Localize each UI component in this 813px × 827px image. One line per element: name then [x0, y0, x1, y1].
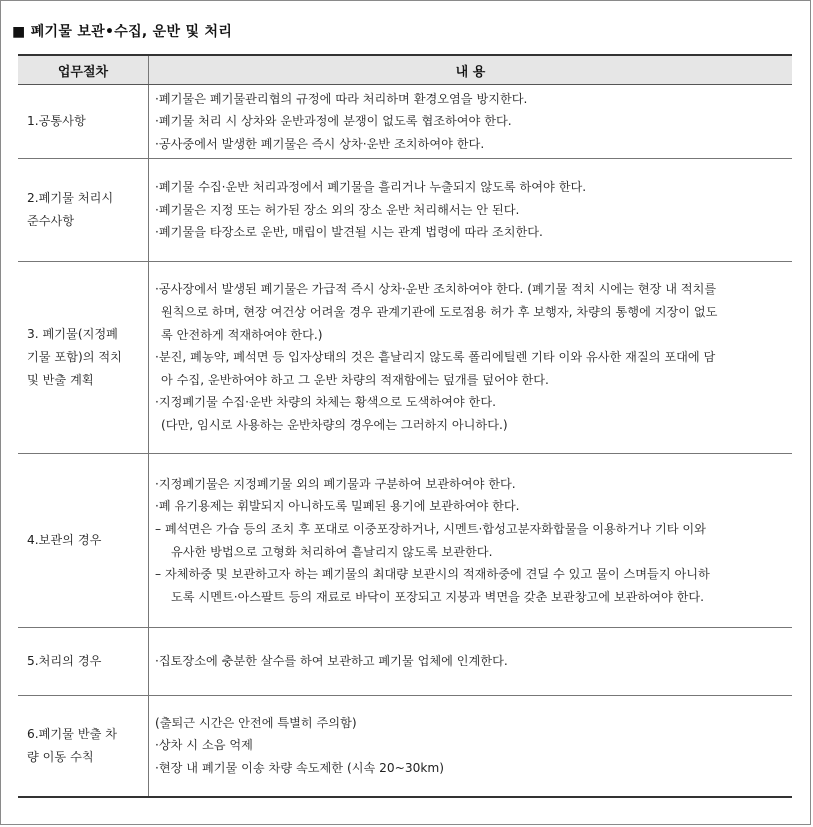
- content-line: ·상차 시 소음 억제: [155, 738, 253, 753]
- table-row: [18, 262, 792, 454]
- procedure-cell: 3. 폐기물(지정폐 기물 포함)의 적치 및 반출 계획: [18, 262, 149, 454]
- content-line: ·집토장소에 충분한 살수를 하여 보관하고 폐기물 업체에 인계한다.: [155, 654, 508, 669]
- table-row: [18, 85, 792, 159]
- table-row: [18, 696, 792, 797]
- header-procedure: 업무절차: [18, 55, 149, 85]
- table-header-row: [18, 55, 792, 85]
- content-line: 록 안전하게 적재하여야 한다.): [161, 327, 323, 342]
- procedure-cell: 2.폐기물 처리시 준수사항: [18, 159, 149, 262]
- content-line: – 자체하중 및 보관하고자 하는 폐기물의 최대량 보관시의 적재하중에 견딜 수 있고 물이 스며들지 아니하: [155, 567, 710, 582]
- content-line: (다만, 임시로 사용하는 운반차량의 경우에는 그러하지 아니하다.): [161, 417, 508, 432]
- content-cell: [149, 159, 793, 262]
- content-line: – 폐석면은 가습 등의 조치 후 포대로 이중포장하거나, 시멘트·합성고분자화합물을 이용하거나 기타 이와: [155, 521, 706, 536]
- content-line: ·폐기물은 폐기물관리협의 규정에 따라 처리하며 환경오염을 방지한다.: [155, 91, 528, 106]
- table-row: [18, 454, 792, 628]
- content-line: 도록 시멘트·아스팔트 등의 재료로 바닥이 포장되고 지붕과 벽면을 갖춘 보관창고에 보관하여야 한다.: [171, 589, 705, 604]
- procedure-cell: 4.보관의 경우: [18, 454, 149, 628]
- content-line: ·분진, 폐농약, 폐석면 등 입자상태의 것은 흩날리지 않도록 폴리에틸렌 기타 이와 유사한 재질의 포대에 담: [155, 350, 716, 365]
- content-line: 원칙으로 하며, 현장 여건상 어려울 경우 관계기관에 도로점용 허가 후 보행자, 차량의 통행에 지장이 없도: [161, 305, 718, 320]
- content-line: ·지정폐기물은 지정폐기물 외의 폐기물과 구분하여 보관하여야 한다.: [155, 476, 516, 491]
- procedure-cell: 5.처리의 경우: [18, 628, 149, 696]
- section-title: ■ 폐기물 보관•수집, 운반 및 처리: [12, 24, 233, 40]
- content-line: (출퇴근 시간은 안전에 특별히 주의함): [155, 715, 357, 730]
- content-line: ·공사중에서 발생한 폐기물은 즉시 상차·운반 조치하여야 한다.: [155, 136, 485, 151]
- content-line: ·폐기물 수집·운반 처리과정에서 폐기물을 흘리거나 누출되지 않도록 하여야 한다.: [155, 180, 587, 195]
- table-row: [18, 159, 792, 262]
- waste-procedure-table: [18, 54, 792, 798]
- content-cell: [149, 262, 793, 454]
- content-line: ·지정폐기물 수집·운반 차량의 차체는 황색으로 도색하여야 한다.: [155, 395, 496, 410]
- content-line: ·폐기물을 타장소로 운반, 매립이 발견될 시는 관계 법령에 따라 조치한다.: [155, 225, 543, 240]
- content-line: 유사한 방법으로 고형화 처리하여 흩날리지 않도록 보관한다.: [171, 544, 493, 559]
- content-line: ·현장 내 폐기물 이송 차량 속도제한 (시속 20~30km): [155, 761, 445, 776]
- content-line: ·폐기물은 지정 또는 허가된 장소 외의 장소 운반 처리해서는 안 된다.: [155, 202, 520, 217]
- content-line: ·폐기물 처리 시 상차와 운반과정에 분쟁이 없도록 협조하여야 한다.: [155, 114, 512, 129]
- content-line: ·공사장에서 발생된 폐기물은 가급적 즉시 상차·운반 조치하여야 한다. (폐기물 적치 시에는 현장 내 적치를: [155, 282, 717, 297]
- content-line: ·폐 유기용제는 휘발되지 아니하도록 밀폐된 용기에 보관하여야 한다.: [155, 499, 520, 514]
- table-row: [18, 628, 792, 696]
- content-cell: [149, 628, 793, 696]
- content-cell: [149, 454, 793, 628]
- content-cell: [149, 696, 793, 797]
- content-cell: [149, 85, 793, 159]
- procedure-cell: 1.공통사항: [18, 85, 149, 159]
- content-line: 아 수집, 운반하여야 하고 그 운반 차량의 적재함에는 덮개를 덮어야 한다.: [161, 372, 549, 387]
- procedure-cell: 6.폐기물 반출 차 량 이동 수칙: [18, 696, 149, 797]
- header-content: 내 용: [149, 55, 793, 85]
